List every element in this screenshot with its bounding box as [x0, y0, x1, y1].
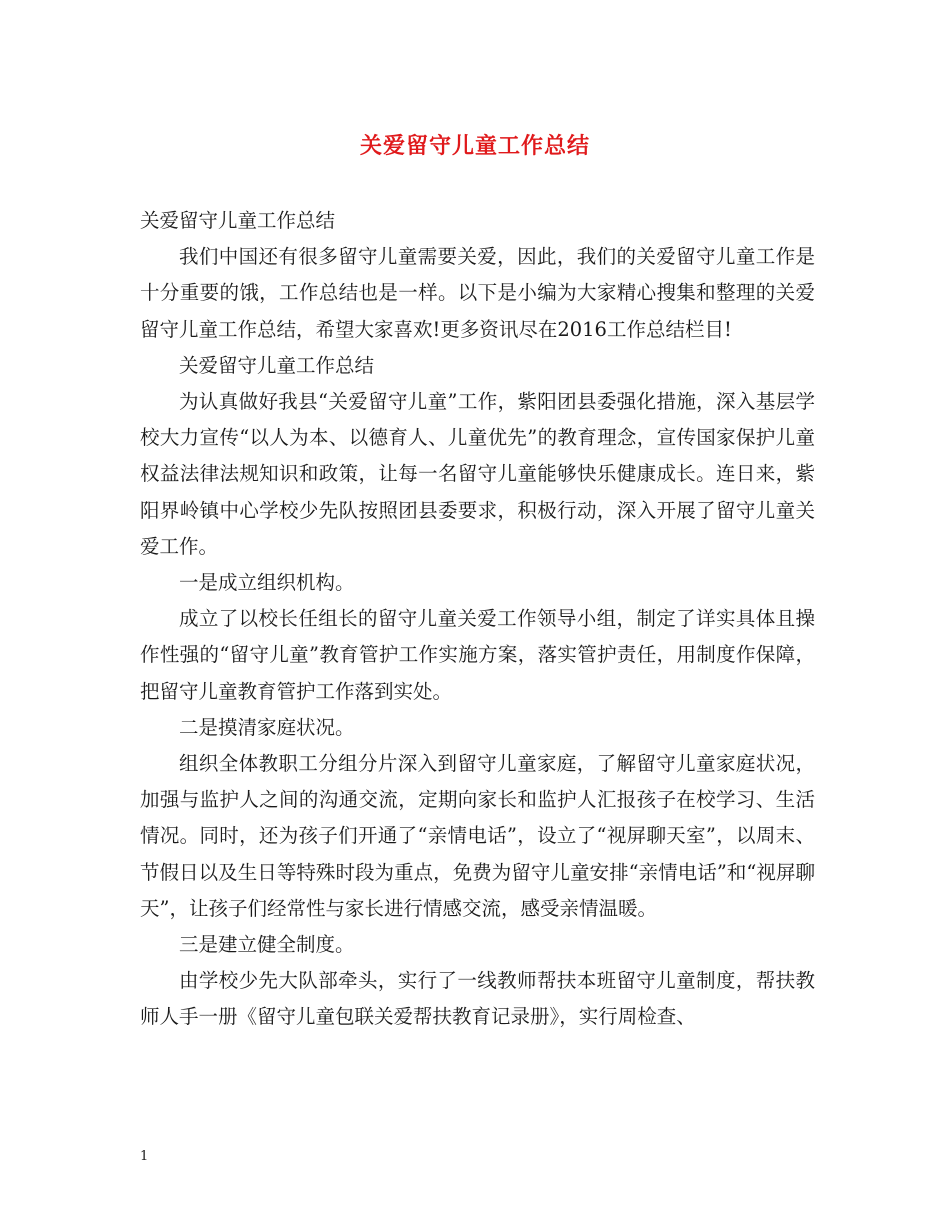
document-title: 关爱留守儿童工作总结	[359, 133, 590, 159]
paragraph: 为认真做好我县“关爱留守儿童”工作，紫阳团县委强化措施，深入基层学校大力宣传“以人为本、以德育人、儿童优先”的教育理念，宣传国家保护儿童权益法律法规知识和政策，让每一名留守儿童能够快乐健康成长。连日来，紫阳界岭镇中心学校少先队按照团县委要求，积极行动，深入开展了留守儿童关爱工作。	[140, 390, 815, 558]
paragraph: 由学校少先大队部牵头，实行了一线教师帮扶本班留守儿童制度，帮扶教师人手一册《留守儿童包联关爱帮扶教育记录册》，实行周检查、	[140, 969, 815, 1029]
paragraph: 关爱留守儿童工作总结	[179, 353, 375, 377]
page-number: 1	[140, 1149, 149, 1164]
section-heading: 一是成立组织机构。	[179, 571, 355, 595]
paragraph: 关爱留守儿童工作总结	[140, 209, 336, 232]
document-body	[140, 203, 815, 1036]
paragraph: 成立了以校长任组长的留守儿童关爱工作领导小组，制定了详实具体且操作性强的“留守儿童”教育管护工作实施方案，落实管护责任，用制度作保障，把留守儿童教育管护工作落到实处。	[140, 607, 815, 703]
section-heading: 三是建立健全制度。	[179, 933, 355, 957]
paragraph: 组织全体教职工分组分片深入到留守儿童家庭，了解留守儿童家庭状况，加强与监护人之间的沟通交流，定期向家长和监护人汇报孩子在校学习、生活情况。同时，还为孩子们开通了“亲情电话”，设立了“视屏聊天室”，以周末、节假日以及生日等特殊时段为重点，免费为留守儿童安排“亲情电话”和“视屏聊天”，让孩子们经常性与家长进行情感交流，感受亲情温暖。	[140, 752, 815, 920]
section-heading: 二是摸清家庭状况。	[179, 715, 355, 739]
paragraph: 我们中国还有很多留守儿童需要关爱，因此，我们的关爱留守儿童工作是十分重要的饿，工作总结也是一样。以下是小编为大家精心搜集和整理的关爱留守儿童工作总结，希望大家喜欢!更多资讯尽在2016工作总结栏目!	[140, 245, 815, 341]
